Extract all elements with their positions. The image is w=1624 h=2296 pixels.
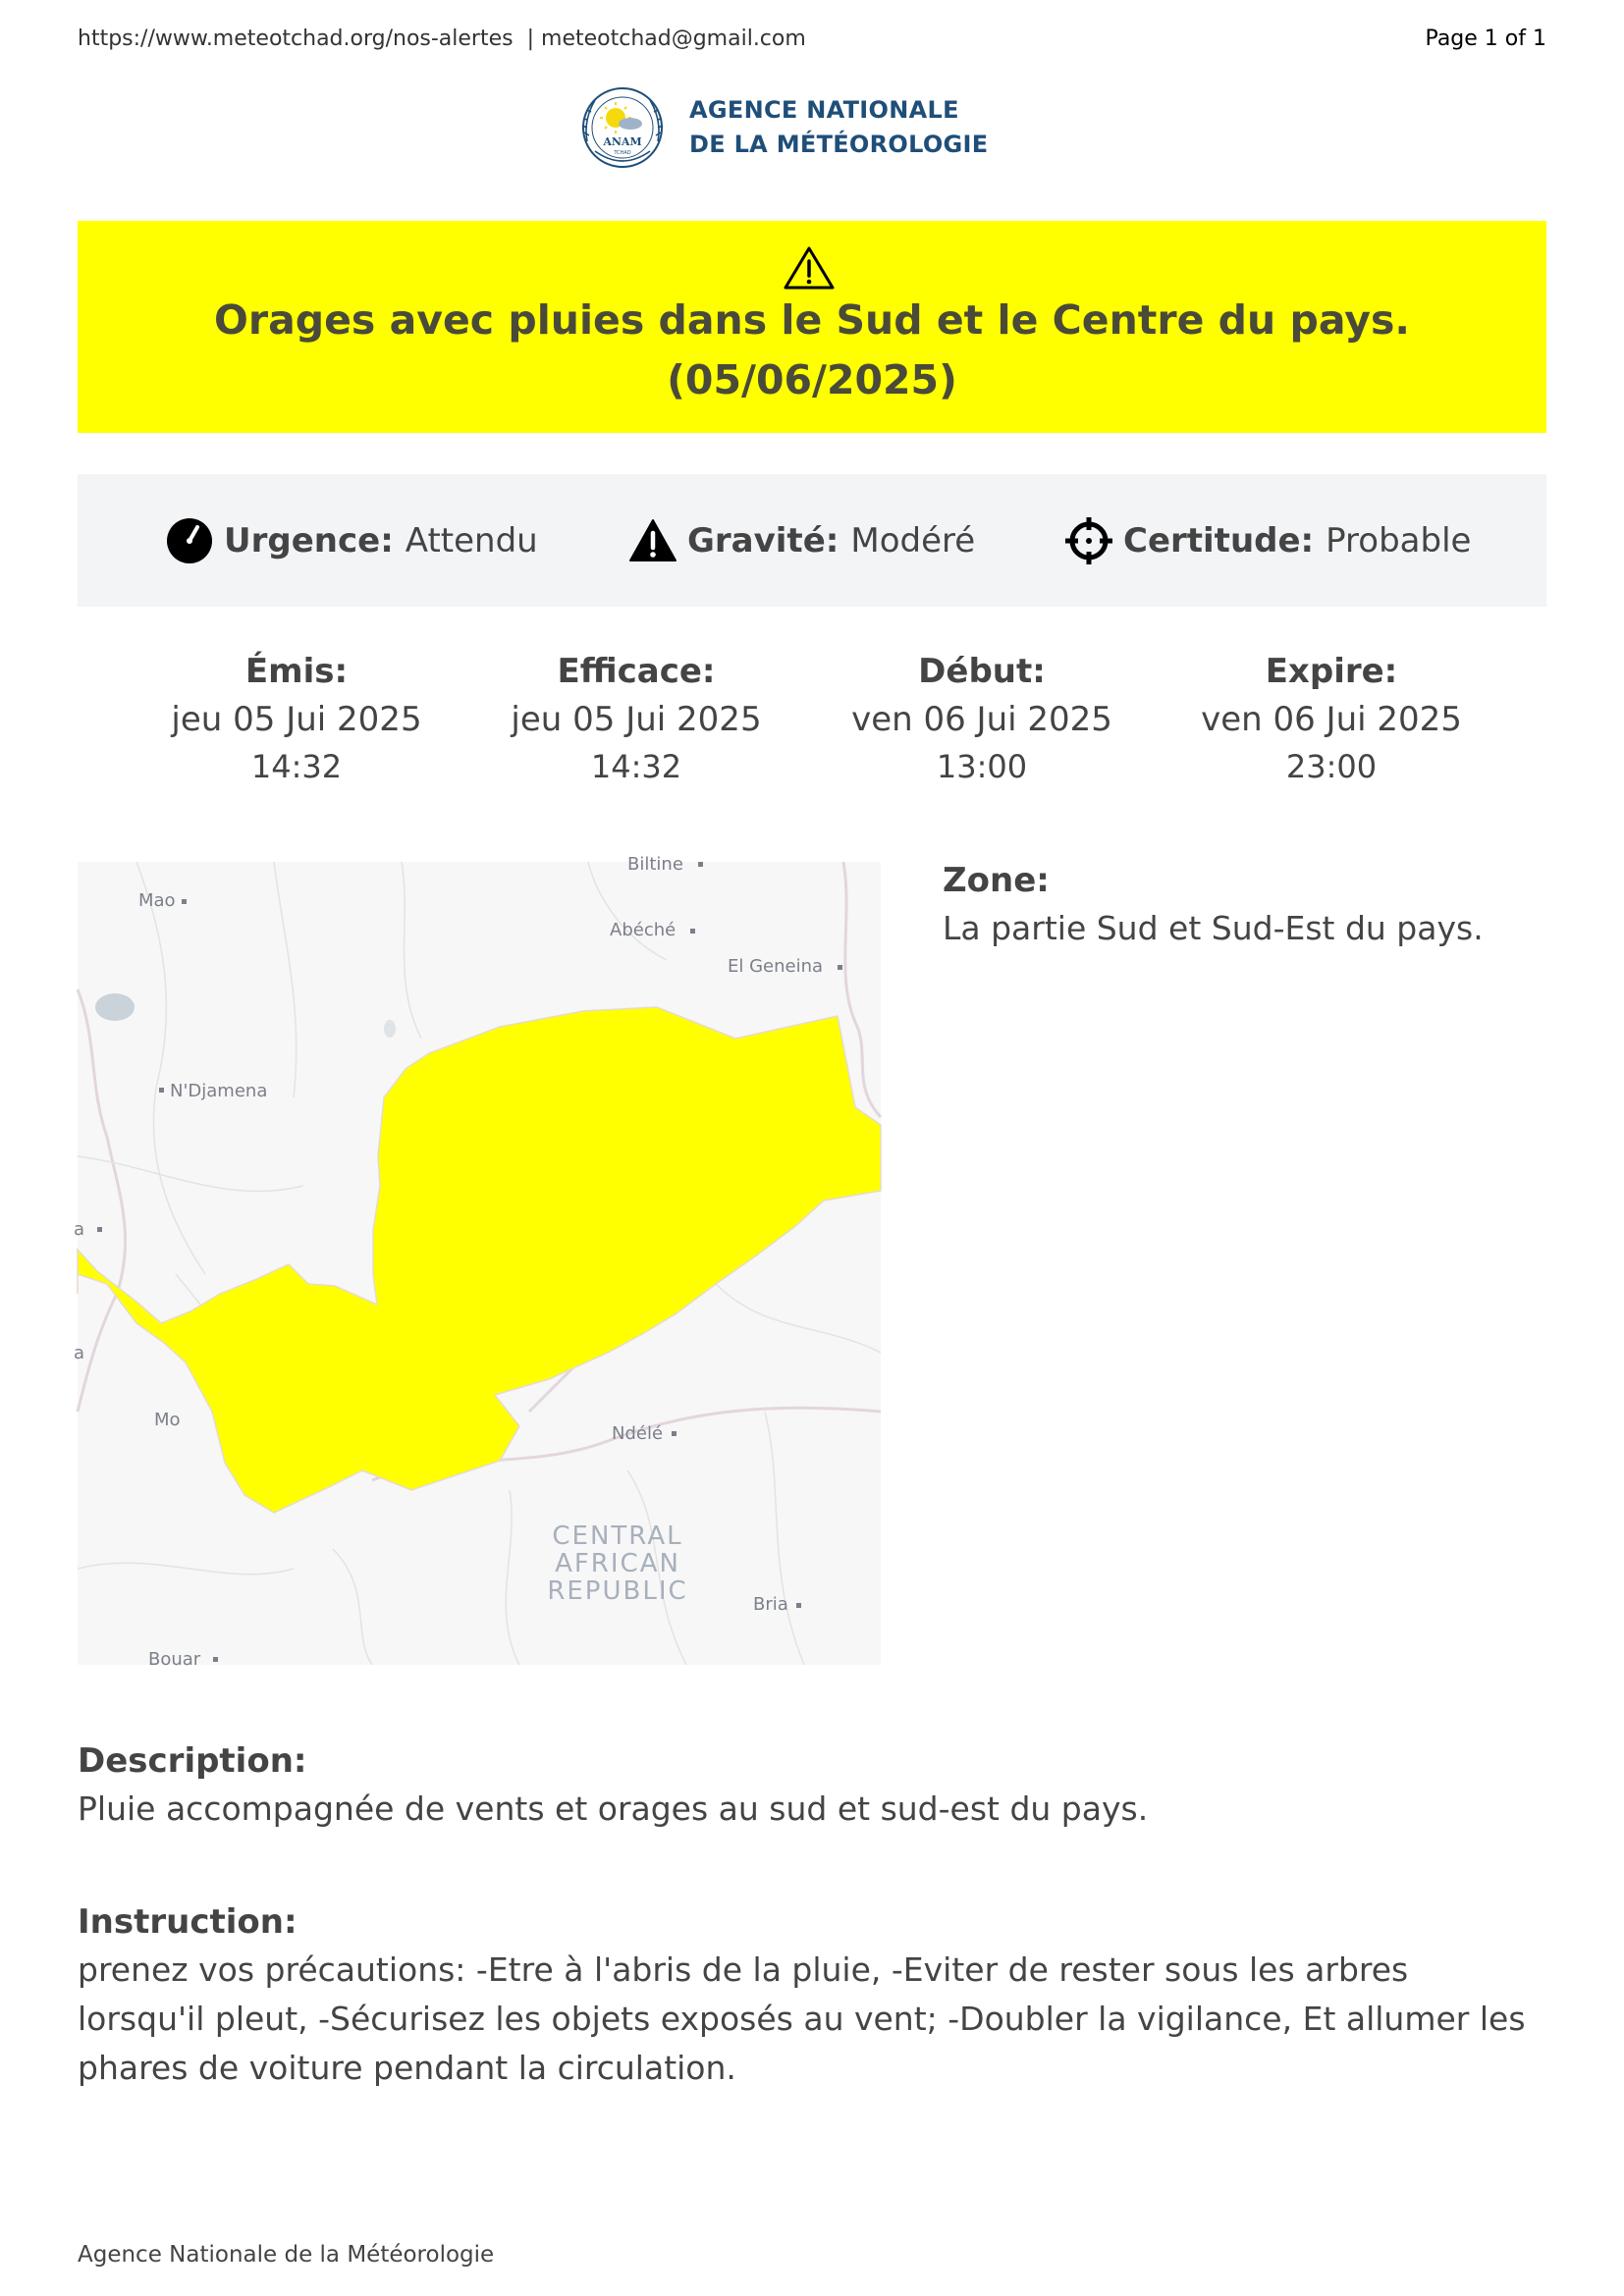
date-expires xyxy=(1184,648,1479,789)
date-issued-label: Émis: xyxy=(244,652,349,691)
instruction-line2: lorsqu'il pleut, -Sécurisez les objets exposés au vent; -Doubler la vigilance, Et allumer les xyxy=(78,2000,1526,2038)
date-issued-time: 14:32 xyxy=(250,748,343,785)
instruction-line1: prenez vos précautions: -Etre à l'abris de la pluie, -Eviter de rester sous les arbres xyxy=(78,1950,1409,1989)
city-moundou-partial: Mo xyxy=(154,1410,181,1430)
zone-value: La partie Sud et Sud-Est du pays. xyxy=(943,909,1484,947)
country-line3: REPUBLIC xyxy=(547,1576,688,1606)
zone-label: Zone: xyxy=(943,861,1050,900)
city-bouar: Bouar xyxy=(148,1649,201,1670)
city-left-partial-2: a xyxy=(74,1343,85,1363)
anam-emblem-icon xyxy=(573,80,672,175)
instruction-line3: phares de voiture pendant la circulation. xyxy=(78,2049,736,2087)
alert-title-line1: Orages avec pluies dans le Sud et le Centre du pays. xyxy=(214,296,1410,344)
description-label: Description: xyxy=(78,1741,307,1781)
warning-icon xyxy=(628,516,677,565)
description-value: Pluie accompagnée de vents et orages au sud et sud-est du pays. xyxy=(78,1789,1149,1828)
country-line1: CENTRAL xyxy=(552,1522,683,1551)
agency-name-line1: AGENCE NATIONALE xyxy=(689,96,959,124)
date-effective-day: jeu 05 Jui 2025 xyxy=(511,700,762,739)
city-bria: Bria xyxy=(753,1594,788,1615)
urgency-label: Urgence: xyxy=(224,521,394,561)
country-label xyxy=(547,1522,687,1606)
severity-value: Modéré xyxy=(850,521,976,561)
agency-logo xyxy=(573,80,989,175)
meta-urgency xyxy=(165,516,538,565)
date-expires-label: Expire: xyxy=(1265,652,1398,691)
emblem-text: ANAM xyxy=(603,135,642,148)
agency-name xyxy=(689,93,989,162)
date-onset-day: ven 06 Jui 2025 xyxy=(851,700,1112,739)
alert-map-svg xyxy=(74,854,881,1670)
page-number: Page 1 of 1 xyxy=(1425,26,1546,51)
date-expires-time: 23:00 xyxy=(1285,748,1378,785)
date-effective xyxy=(489,648,784,789)
severity-label: Gravité: xyxy=(687,521,839,561)
zone-section xyxy=(943,858,1546,954)
instruction-section xyxy=(78,1898,1546,2093)
emblem-subtext: TCHAD xyxy=(614,150,631,156)
date-issued-day: jeu 05 Jui 2025 xyxy=(171,700,422,739)
crosshair-icon xyxy=(1064,516,1113,565)
city-left-partial-1: a xyxy=(74,1219,85,1240)
date-onset xyxy=(835,648,1129,789)
urgency-value: Attendu xyxy=(405,521,538,561)
city-ndjamena: N'Djamena xyxy=(170,1081,268,1101)
date-effective-time: 14:32 xyxy=(590,748,682,785)
clock-icon xyxy=(165,516,214,565)
certainty-label: Certitude: xyxy=(1123,521,1315,561)
small-lake xyxy=(384,1020,396,1038)
date-issued xyxy=(149,648,444,789)
city-el-geneina: El Geneina xyxy=(728,956,824,977)
alert-title xyxy=(78,291,1546,410)
lake-chad xyxy=(95,993,135,1021)
date-onset-time: 13:00 xyxy=(936,748,1028,785)
date-onset-label: Début: xyxy=(918,652,1046,691)
description-section xyxy=(78,1737,1546,1834)
city-ndele: Ndélé xyxy=(612,1423,664,1444)
meta-certainty xyxy=(1064,516,1471,565)
header-source xyxy=(78,27,806,51)
header-url[interactable]: https://www.meteotchad.org/nos-alertes xyxy=(78,26,514,51)
page-footer: Agence Nationale de la Météorologie xyxy=(78,2242,495,2268)
alert-title-date: (05/06/2025) xyxy=(667,356,957,403)
city-abeche: Abéché xyxy=(610,920,677,940)
city-biltine: Biltine xyxy=(627,854,683,875)
country-line2: AFRICAN xyxy=(555,1549,680,1578)
certainty-value: Probable xyxy=(1326,521,1472,561)
page-header xyxy=(78,22,1546,55)
city-mao: Mao xyxy=(138,890,176,911)
warning-triangle-icon xyxy=(783,245,836,291)
date-effective-label: Efficace: xyxy=(557,652,716,691)
agency-name-line2: DE LA MÉTÉOROLOGIE xyxy=(689,131,989,158)
date-expires-day: ven 06 Jui 2025 xyxy=(1201,700,1462,739)
alert-map[interactable] xyxy=(74,854,881,1670)
header-email[interactable]: | meteotchad@gmail.com xyxy=(526,26,806,51)
meta-severity xyxy=(628,516,975,565)
instruction-label: Instruction: xyxy=(78,1902,298,1942)
